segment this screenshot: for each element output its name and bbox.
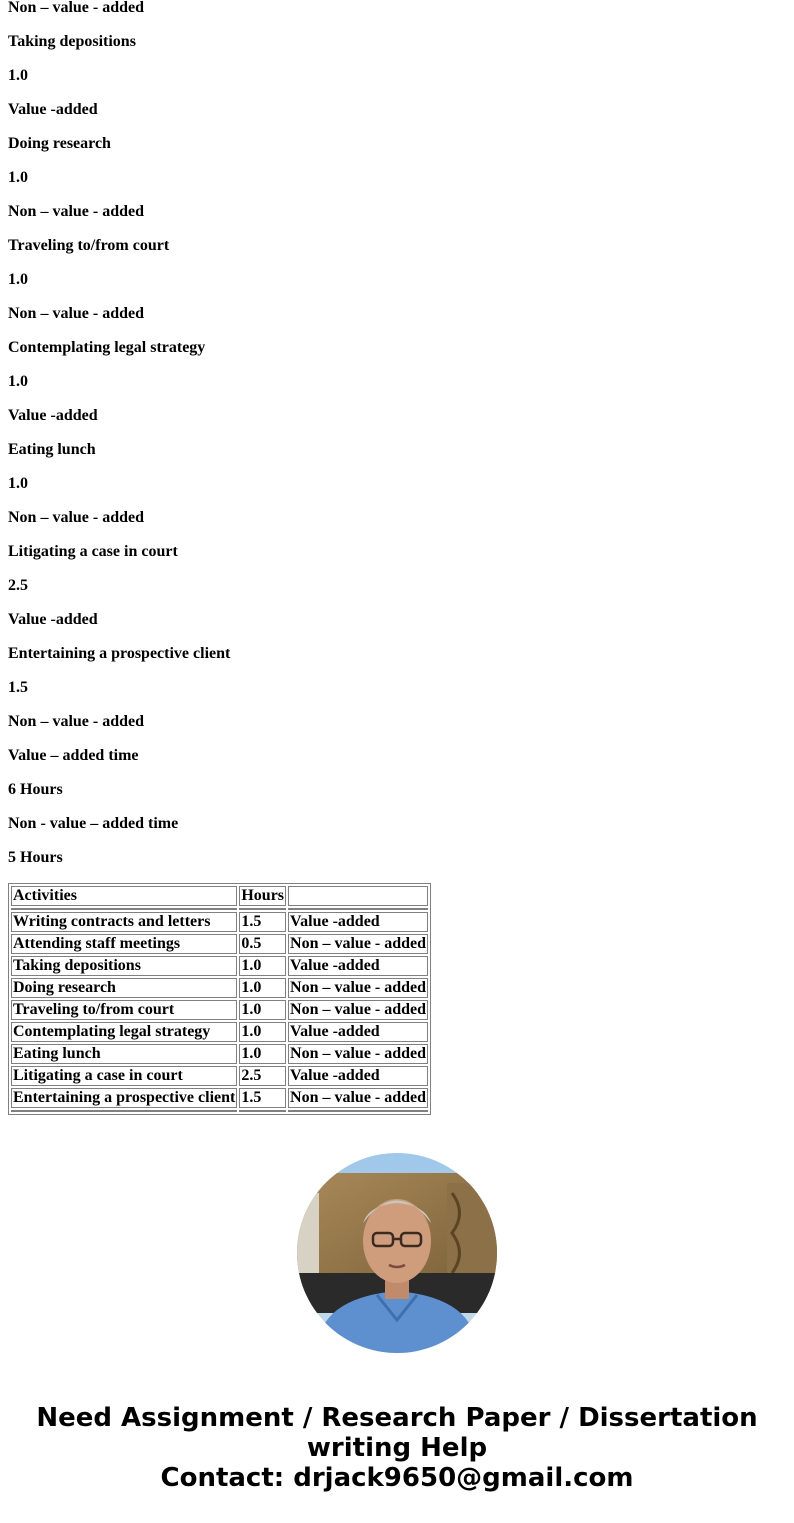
- activity-cell: Doing research: [11, 978, 237, 998]
- text-line: 2.5: [8, 577, 28, 594]
- person-portrait-icon: [297, 1153, 497, 1353]
- text-line: 1.0: [8, 67, 28, 84]
- activities-table: [8, 883, 431, 1115]
- hours-cell: 1.5: [239, 1088, 286, 1108]
- text-line: Doing research: [8, 135, 111, 152]
- text-line: 6 Hours: [8, 781, 63, 798]
- hours-cell: 1.0: [239, 1044, 286, 1064]
- activity-cell: Eating lunch: [11, 1044, 237, 1064]
- category-cell: Non – value - added: [290, 979, 427, 996]
- hours-cell: 0.5: [239, 934, 286, 954]
- hours-cell: 1.0: [239, 1022, 286, 1042]
- category-cell: Non – value - added: [290, 1089, 427, 1106]
- text-line: Non – value - added: [8, 0, 145, 16]
- category-cell: Value -added: [288, 956, 428, 976]
- hours-cell: 2.5: [239, 1066, 286, 1086]
- text-line: Value – added time: [8, 747, 139, 764]
- hours-cell: 1.0: [239, 956, 286, 976]
- activity-cell: Attending staff meetings: [11, 934, 237, 954]
- activity-cell: Entertaining a prospective client: [13, 1089, 236, 1106]
- table-row: [11, 1066, 428, 1086]
- text-line: 1.0: [8, 475, 28, 492]
- table-row: [11, 1022, 428, 1042]
- footer-line-2: writing Help: [306, 1433, 488, 1463]
- category-cell: Non – value - added: [290, 935, 427, 952]
- table-header-row: [11, 886, 428, 906]
- header-hours: Hours: [241, 887, 285, 904]
- hours-cell: 1.5: [239, 912, 286, 932]
- text-line: Value -added: [8, 611, 98, 628]
- hours-cell: 1.0: [239, 1000, 286, 1020]
- activity-cell: Litigating a case in court: [11, 1066, 237, 1086]
- text-line: Eating lunch: [8, 441, 96, 458]
- footer-contact: [0, 1403, 794, 1493]
- text-line: 5 Hours: [8, 849, 63, 866]
- text-line: Non - value – added time: [8, 815, 179, 832]
- category-cell: Value -added: [288, 1066, 428, 1086]
- text-line: Taking depositions: [8, 33, 136, 50]
- table-spacer-row: [11, 908, 428, 910]
- table-row: [11, 956, 428, 976]
- text-line: Traveling to/from court: [8, 237, 170, 254]
- text-line: Value -added: [8, 101, 98, 118]
- category-cell: Value -added: [288, 1022, 428, 1042]
- header-category: [288, 886, 428, 906]
- text-line: Non – value - added: [8, 305, 145, 322]
- activity-cell: Writing contracts and letters: [11, 912, 237, 932]
- category-cell: Value -added: [288, 912, 428, 932]
- text-line: Non – value - added: [8, 203, 145, 220]
- text-line: Non – value - added: [8, 509, 145, 526]
- activity-cell: Taking depositions: [11, 956, 237, 976]
- footer-line-3: Contact: drjack9650@gmail.com: [160, 1463, 634, 1493]
- text-line: Litigating a case in court: [8, 543, 178, 560]
- table-row: [11, 978, 428, 998]
- text-line: Entertaining a prospective client: [8, 645, 231, 662]
- text-line: Non – value - added: [8, 713, 145, 730]
- text-line: Contemplating legal strategy: [8, 339, 206, 356]
- table-row: [11, 1088, 428, 1108]
- text-line: 1.5: [8, 679, 28, 696]
- activity-cell: Contemplating legal strategy: [11, 1022, 237, 1042]
- text-lines: [8, 0, 778, 875]
- footer-line-1: Need Assignment / Research Paper / Dissertation: [36, 1403, 758, 1433]
- table-row: [11, 912, 428, 932]
- table-row: [11, 1000, 428, 1020]
- text-line: 1.0: [8, 271, 28, 288]
- text-line: 1.0: [8, 373, 28, 390]
- avatar: [297, 1153, 497, 1353]
- header-activities: Activities: [11, 886, 237, 906]
- table-row: [11, 1044, 428, 1064]
- activities-table-wrapper: [8, 883, 431, 1115]
- category-cell: Non – value - added: [290, 1001, 427, 1018]
- table-row: [11, 934, 428, 954]
- table-spacer-row: [11, 1110, 428, 1112]
- hours-cell: 1.0: [239, 978, 286, 998]
- text-line: Value -added: [8, 407, 98, 424]
- category-cell: Non – value - added: [290, 1045, 427, 1062]
- text-line: 1.0: [8, 169, 28, 186]
- activity-cell: Traveling to/from court: [11, 1000, 237, 1020]
